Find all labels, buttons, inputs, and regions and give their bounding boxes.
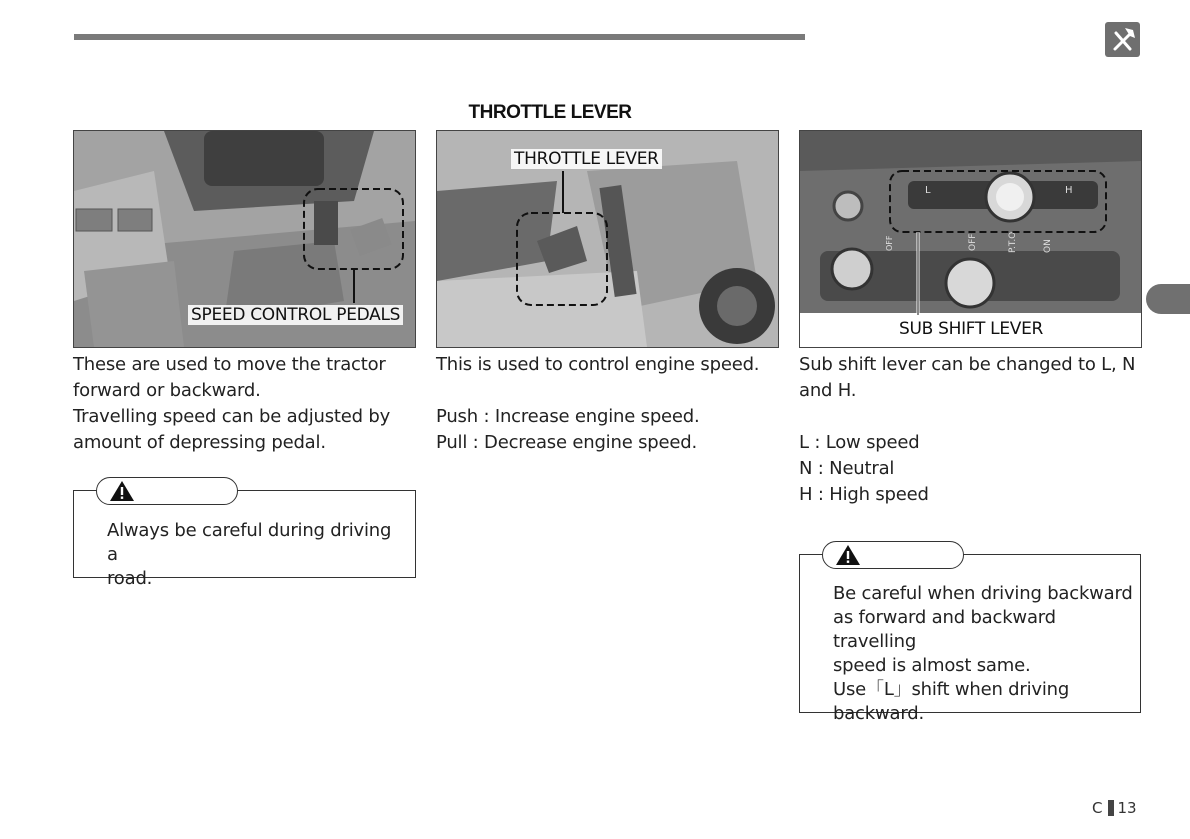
caution-line: road. (107, 568, 153, 589)
speed-pedals-photo (73, 130, 416, 348)
page-index: 13 (1117, 799, 1137, 817)
caution-text (833, 582, 1138, 726)
text-line: Sub shift lever can be changed to L, N (799, 354, 1136, 375)
text-line: These are used to move the tractor (73, 354, 386, 375)
off-mark: OFF (968, 233, 978, 251)
caution-line: Always be careful during driving a (107, 520, 392, 565)
page-number (1092, 799, 1137, 817)
throttle-lever-photo (436, 130, 779, 348)
section-title: THROTTLE LEVER (468, 102, 632, 123)
speed-pedals-label: SPEED CONTROL PEDALS (188, 305, 403, 325)
caution-tab (822, 541, 964, 569)
text-line: forward or backward. (73, 380, 261, 401)
caution-line: as forward and backward travelling (833, 607, 1056, 652)
speed-pedals-description (73, 352, 418, 456)
text-line: L : Low speed (799, 432, 920, 453)
header-rule (74, 34, 805, 40)
caution-text (107, 519, 407, 591)
caution-line: Be careful when driving backward (833, 583, 1133, 604)
sub-shift-lever-description (799, 352, 1144, 508)
caution-tab (96, 477, 238, 505)
text-line: Travelling speed can be adjusted by (73, 406, 391, 427)
caution-line: backward. (833, 703, 924, 724)
caution-box-road (73, 490, 416, 589)
pto-mark: P.T.O (1008, 231, 1018, 253)
on-mark: ON (1043, 239, 1053, 253)
sub-shift-lever-label: SUB SHIFT LEVER (899, 319, 1044, 339)
section-letter: C (1092, 799, 1103, 817)
text-line: amount of depressing pedal. (73, 432, 326, 453)
text-line: Pull : Decrease engine speed. (436, 432, 697, 453)
text-line: Push : Increase engine speed. (436, 406, 700, 427)
chapter-tab (1146, 284, 1190, 314)
sub-shift-lever-photo (799, 130, 1142, 348)
caution-line: speed is almost same. (833, 655, 1031, 676)
mid-off-mark: OFF (885, 235, 894, 251)
shift-l-mark: L (925, 185, 931, 196)
caution-line: Use「L」shift when driving (833, 679, 1070, 700)
text-line: H : High speed (799, 484, 929, 505)
text-line: N : Neutral (799, 458, 895, 479)
warning-triangle-icon (109, 480, 135, 502)
throttle-lever-label: THROTTLE LEVER (511, 149, 662, 169)
caution-box-backward (799, 554, 1141, 724)
shift-h-mark: H (1065, 185, 1073, 196)
text-line: This is used to control engine speed. (436, 354, 760, 375)
warning-triangle-icon (835, 544, 861, 566)
page-divider (1108, 800, 1114, 816)
maintenance-tool-icon (1105, 22, 1140, 57)
throttle-lever-description (436, 352, 781, 456)
text-line: and H. (799, 380, 857, 401)
